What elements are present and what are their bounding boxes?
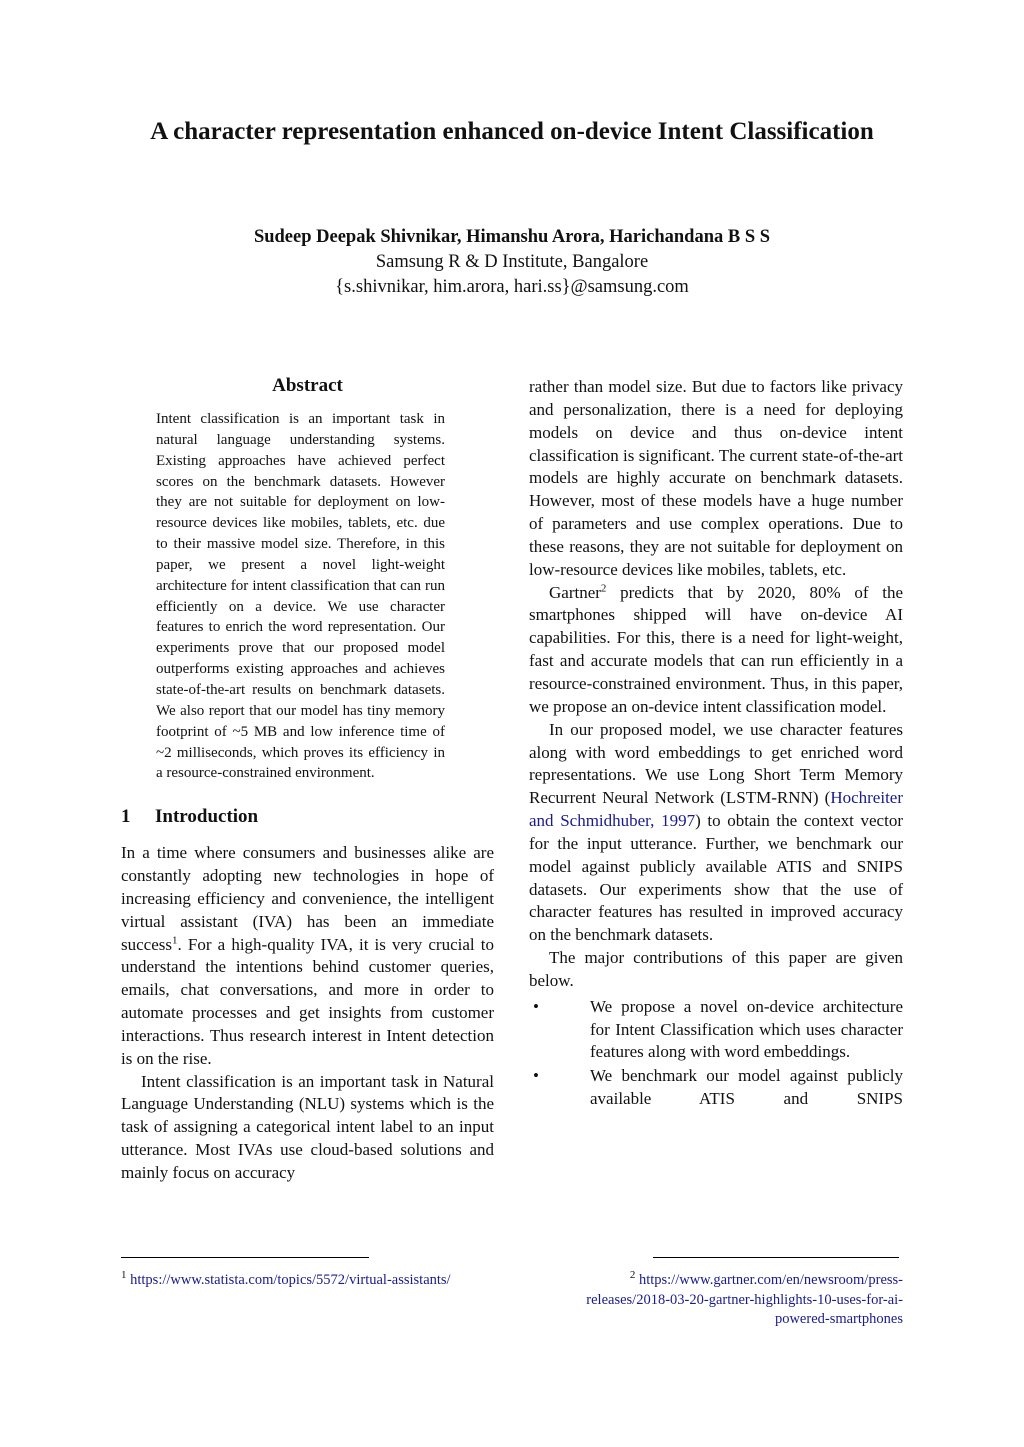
bullet-icon: •: [533, 996, 539, 1016]
section-number: 1: [121, 806, 131, 828]
footnote-ref-2[interactable]: 2: [600, 581, 607, 594]
list-item-text: We benchmark our model against publicly available ATIS and SNIPS: [590, 1066, 903, 1109]
footnote-mark: 1: [121, 1269, 127, 1282]
text-run: In a time where consumers and businesses alike are constantly adopting new technologies in hope of increasing efficiency and convenience, the intelligent virtual assistant (IVA) has been an immediate success: [121, 843, 494, 954]
author-emails: {s.shivnikar, him.arora, hari.ss}@samsung.com: [335, 277, 689, 297]
intro-paragraph-1: [121, 842, 494, 1070]
list-item: [529, 1065, 903, 1111]
paper-title: A character representation enhanced on-device Intent Classification: [150, 118, 874, 145]
intro-paragraph-5: The major contributions of this paper are given below.: [529, 948, 903, 990]
text-run: Gartner: [549, 582, 601, 602]
footnote-mark: 2: [629, 1269, 636, 1282]
intro-paragraph-2-start: Intent classification is an important task in Natural Language Understanding (NLU) systems which is the task of assigning a categorical intent label to an input utterance. Most IVAs use cloud-based solutions and mainly focus on accuracy: [121, 1071, 494, 1182]
footnote-1: [121, 1271, 494, 1290]
bullet-icon: •: [533, 1066, 539, 1086]
intro-paragraph-3: [529, 582, 903, 719]
text-run: . For a high-quality IVA, it is very crucial to understand the intentions behind customer queries, emails, chat conversations, and more in order to automate processes and get insights from customer interactions. Thus research interest in Intent detection is on the rise.: [121, 934, 494, 1068]
footnote-rule-right: [653, 1257, 899, 1258]
footnote-2-line: [560, 1271, 903, 1291]
footnote-ref-1[interactable]: 1: [171, 933, 178, 946]
footnote-2-link-cont[interactable]: releases/2018-03-20-gartner-highlights-10-uses-for-ai-: [586, 1291, 903, 1308]
section-heading-introduction: [121, 806, 494, 828]
footnote-rule-left: [121, 1257, 369, 1258]
author-names: Sudeep Deepak Shivnikar, Himanshu Arora, Harichandana B S S: [253, 227, 771, 247]
footnote-1-link[interactable]: https://www.statista.com/topics/5572/virtual-assistants/: [130, 1272, 451, 1288]
intro-paragraph-2-end: rather than model size. But due to factors like privacy and personalization, there is a need for deploying models on device and thus on-device intent classification is significant. The current state-of-the-art models are highly accurate on benchmark datasets. However, most of these models have a huge number of parameters and use complex operations. Due to these reasons, they are not suitable for deployment on low-resource devices like mobiles, tablets, etc.: [529, 377, 903, 579]
footnote-2: [560, 1271, 903, 1330]
text-run: ) to obtain the context vector for the input utterance. Further, we benchmark our model against publicly available ATIS and SNIPS datasets. Our experiments show that the use of character features has resulted in improved accuracy on the benchmark datasets.: [529, 811, 903, 945]
abstract-body: Intent classification is an important task in natural language understanding systems. Existing approaches have achieved perfect scores on the benchmark datasets. However they are not suitable for deployment on low-resource devices like mobiles, tablets, etc. due to their massive model size. Therefore, in this paper, we present a novel light-weight architecture for intent classification that can run efficiently on a device. We use character features to enrich the word representation. Our experiments prove that our proposed model outperforms existing approaches and achieves state-of-the-art results on benchmark datasets. We also report that our model has tiny memory footprint of ~5 MB and low inference time of ~2 milliseconds, which proves its efficiency in a resource-constrained environment.: [156, 411, 445, 782]
list-item: [529, 996, 903, 1065]
author-affiliation: Samsung R & D Institute, Bangalore: [375, 252, 649, 272]
footnote-2-link[interactable]: https://www.gartner.com/en/newsroom/press-: [638, 1272, 903, 1288]
author-block: [0, 225, 1024, 300]
section-title: Introduction: [155, 806, 259, 828]
right-column: [529, 376, 903, 1112]
contributions-list: [529, 996, 903, 1111]
citation-link[interactable]: Hochreiter and Schmidhuber, 1997: [529, 788, 903, 831]
text-run: In our proposed model, we use character features along with word embeddings to get enriched word representations. We use Long Short Term Memory Recurrent Neural Network (LSTM-RNN) (: [529, 719, 903, 808]
intro-paragraph-4: [529, 719, 903, 947]
abstract-heading: Abstract: [272, 375, 343, 396]
left-column: [121, 375, 494, 1185]
footnote-2-link-cont[interactable]: powered-smartphones: [774, 1311, 903, 1327]
list-item-text: We propose a novel on-device architecture for Intent Classification which uses character features along with word embeddings.: [590, 996, 903, 1062]
text-run: predicts that by 2020, 80% of the smartphones shipped will have on-device AI capabilities. For this, there is a need for light-weight, fast and accurate models that can run efficiently in a resource-constrained environment. Thus, in this paper, we propose an on-device intent classification model.: [529, 582, 903, 716]
